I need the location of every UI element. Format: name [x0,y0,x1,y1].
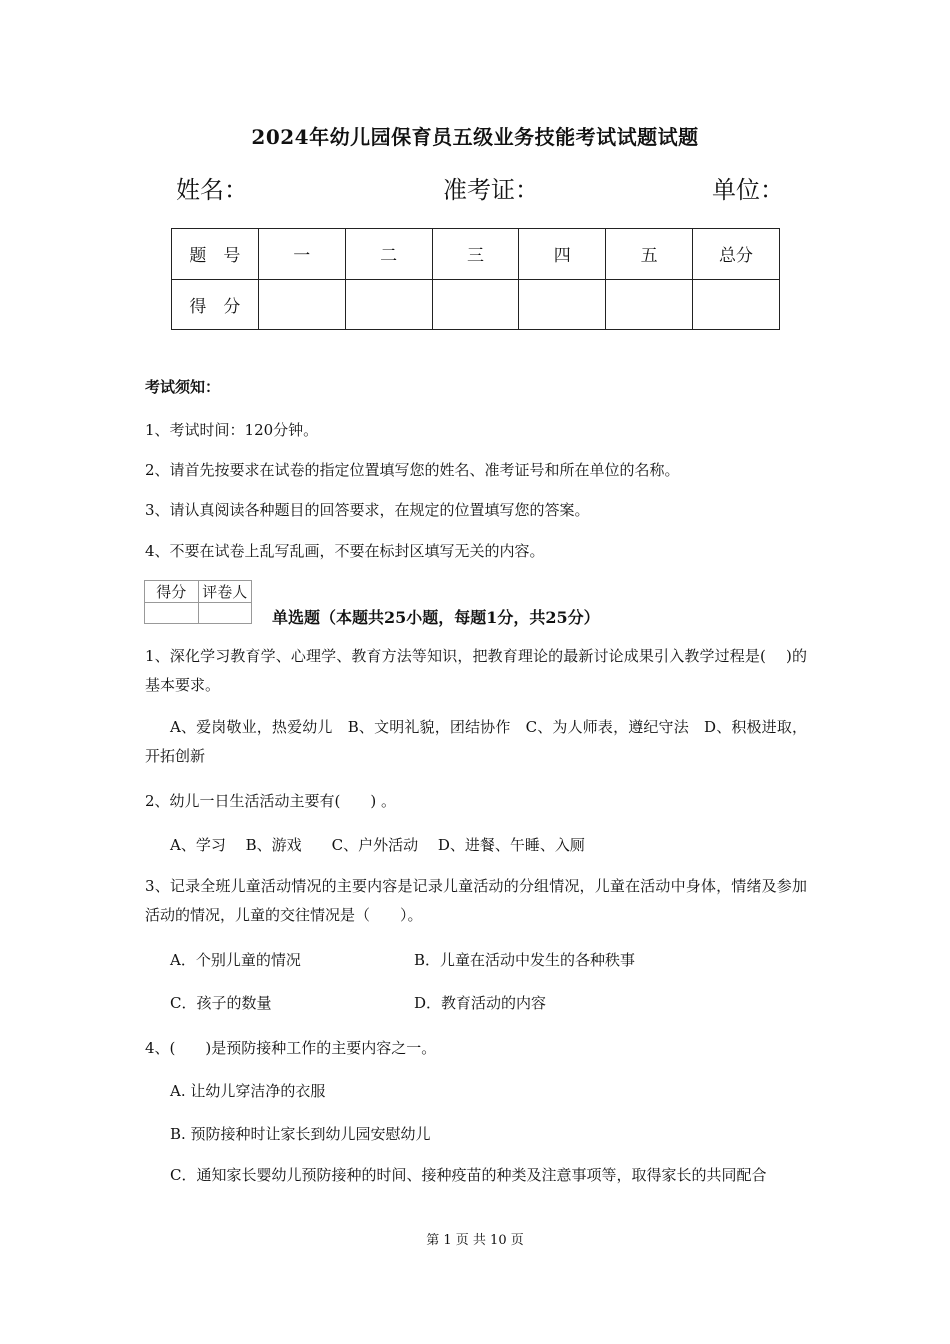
question-4-stem: 4、( )是预防接种工作的主要内容之一。 [145,1039,437,1057]
grader-score-label: 得分 [145,581,199,603]
score-header-cell: 三 [432,229,519,280]
exam-title: 2024年幼儿园保育员五级业务技能考试试题试题 [251,125,699,149]
grader-reviewer-label: 评卷人 [198,581,252,603]
question-4-option-a: A. 让幼儿穿洁净的衣服 [170,1082,326,1100]
note-item: 3、请认真阅读各种题目的回答要求，在规定的位置填写您的答案。 [145,501,590,519]
score-table [171,228,780,330]
score-cell[interactable] [258,279,345,330]
score-header-cell: 二 [345,229,432,280]
score-header-cell: 一 [258,229,345,280]
score-cell[interactable] [606,279,693,330]
score-header-cell: 题 号 [172,229,259,280]
question-2-options: A、学习 B、游戏 C、户外活动 D、进餐、午睡、入厕 [170,836,585,854]
score-cell[interactable] [432,279,519,330]
score-table-header-row [172,229,780,280]
score-header-cell: 总分 [693,229,780,280]
note-item: 1、考试时间：120分钟。 [145,421,319,439]
notes-title: 考试须知： [145,378,221,396]
unit-label: 单位： [712,176,784,204]
grader-box [144,580,252,624]
question-3-option-a: A．个别儿童的情况 [170,951,301,969]
question-3-option-d: D．教育活动的内容 [414,994,547,1012]
question-3-option-b: B．儿童在活动中发生的各种秩事 [414,951,636,969]
question-1-stem: 1、深化学习教育学、心理学、教育方法等知识，把教育理论的最新讨论成果引入教学过程是( )的基本要求。 [145,647,807,694]
score-header-cell: 五 [606,229,693,280]
note-item: 4、不要在试卷上乱写乱画，不要在标封区填写无关的内容。 [145,542,545,560]
score-row-label: 得 分 [172,279,259,330]
question-1-options: A、爱岗敬业，热爱幼儿 B、文明礼貌，团结协作 C、为人师表，遵纪守法 D、积极进取，开拓创新 [145,718,807,765]
score-cell[interactable] [693,279,780,330]
exam-id-label: 准考证： [443,176,539,204]
question-2-stem: 2、幼儿一日生活活动主要有( ) 。 [145,792,397,810]
score-header-cell: 四 [519,229,606,280]
score-cell[interactable] [345,279,432,330]
question-4-option-b: B. 预防接种时让家长到幼儿园安慰幼儿 [170,1125,431,1143]
page-footer: 第 1 页 共 10 页 [426,1233,524,1248]
score-cell[interactable] [519,279,606,330]
grader-score-cell[interactable] [145,603,199,624]
grader-reviewer-cell[interactable] [198,603,252,624]
section-title: 单选题（本题共25小题，每题1分，共25分） [272,608,600,627]
name-label: 姓名： [176,176,248,204]
note-item: 2、请首先按要求在试卷的指定位置填写您的姓名、准考证号和所在单位的名称。 [145,461,680,479]
question-3-stem: 3、记录全班儿童活动情况的主要内容是记录儿童活动的分组情况，儿童在活动中身体，情绪及参加活动的情况，儿童的交往情况是（ ）。 [145,877,807,924]
question-4-option-c: C．通知家长婴幼儿预防接种的时间、接种疫苗的种类及注意事项等，取得家长的共同配合 [170,1166,767,1184]
score-table-score-row [172,279,780,330]
question-3-option-c: C．孩子的数量 [170,994,272,1012]
